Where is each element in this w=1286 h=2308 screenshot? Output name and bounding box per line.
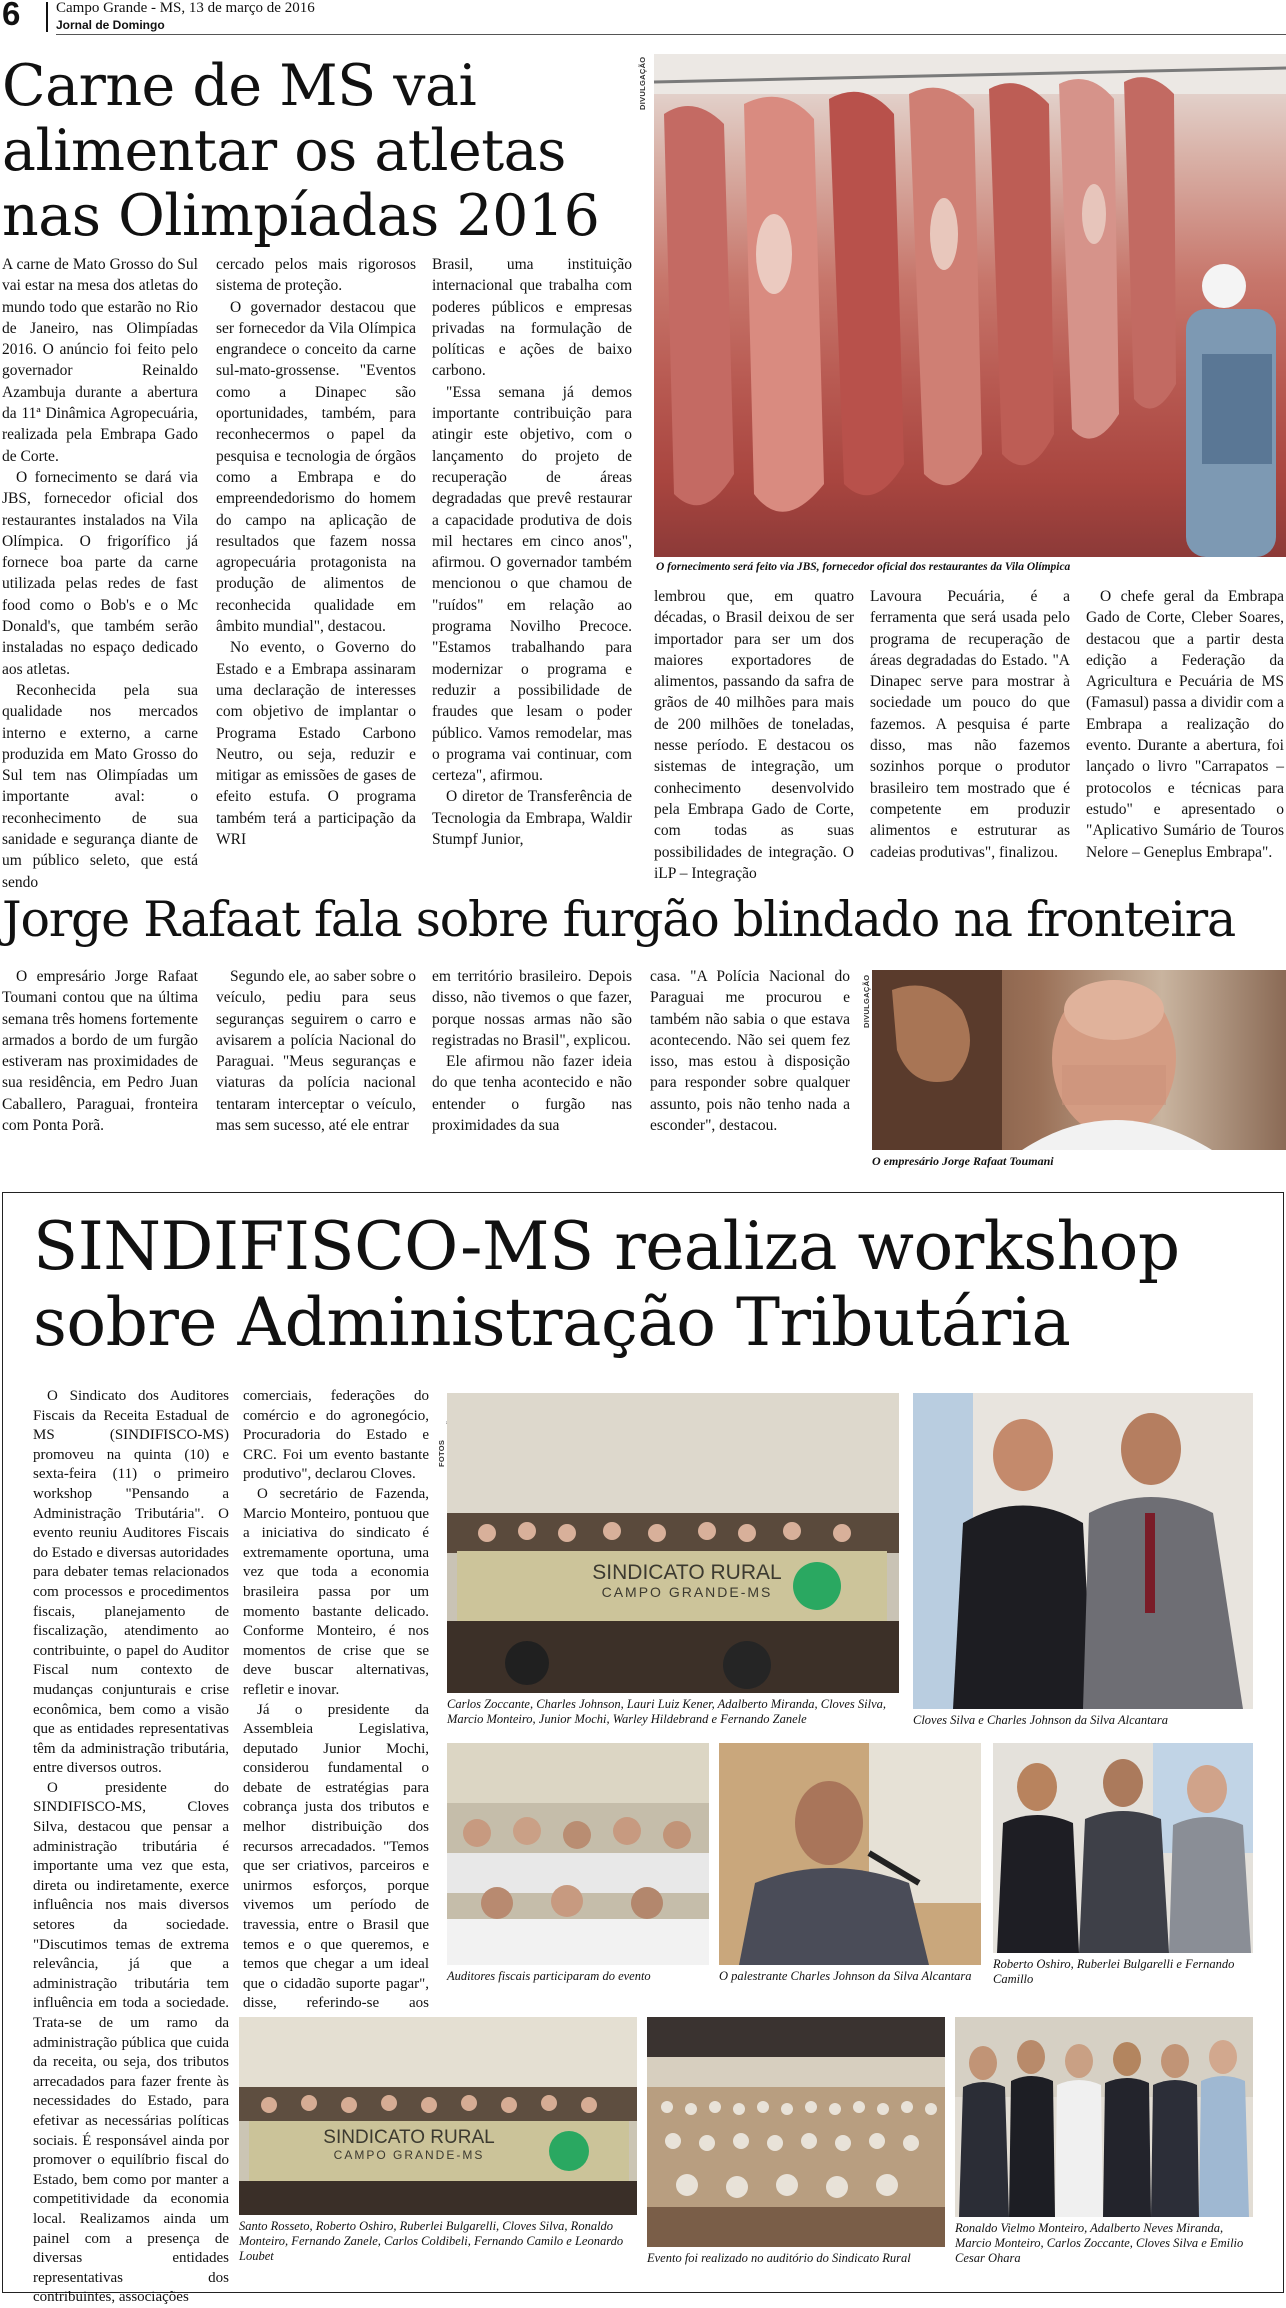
auditorium-illustration <box>647 2017 945 2247</box>
photo-caption-8: Ronaldo Vielmo Monteiro, Adalberto Neves Miranda, Marcio Monteiro, Carlos Zoccante, Cloves Silva e Emilio Cesar Ohara <box>955 2221 1244 2265</box>
paragraph: A carne de Mato Grosso do Sul vai estar na mesa dos atletas do mundo todo que estarão no Rio de Janeiro, nas Olimpíadas 2016. O anúncio foi feito pelo governador Reinaldo Azambuja durante a abertura da 11ª Dinâmica Agropecuária, realizada pela Embrapa Gado de Corte. <box>2 256 198 465</box>
article-meat-olympics <box>0 40 1286 891</box>
paragraph: O secretário de Fazenda, Marcio Monteiro, pontuou que a iniciativa do sindicato é extremamente oportuna, uma vez que toda a economia brasileira passa por um momento bastante delicado. Conforme Monteiro, é nos momentos de crise que se deve buscar alternativas, refletir e inovar. <box>243 1485 429 1698</box>
group-illustration <box>955 2017 1253 2217</box>
rafaat-portrait-photo <box>872 970 1286 1150</box>
article1-column-1 <box>2 254 198 891</box>
photo-caption-3: Auditores fiscais participaram do evento <box>447 1969 651 1983</box>
panel-table-photo <box>447 1393 899 1693</box>
photo-credit: DIVULGAÇÃO <box>862 974 871 1028</box>
speaker-photo <box>719 1743 981 1965</box>
banner-line: SINDICATO RURAL <box>592 1561 782 1584</box>
headline-meat-olympics: Carne de MS vai alimentar os atletas nas Olimpíadas 2016 <box>2 53 600 249</box>
article2-column-2 <box>216 966 416 1174</box>
section-name: Jornal de Domingo <box>56 18 165 32</box>
article2-column-4 <box>650 966 850 1174</box>
paragraph: cercado pelos mais rigorosos sistema de proteção. <box>216 256 416 295</box>
banner-line: CAMPO GRANDE-MS <box>333 2148 485 2162</box>
three-men-photo <box>993 1743 1253 1953</box>
meat-carcasses-photo <box>654 54 1286 557</box>
headline-rafaat: Jorge Rafaat fala sobre furgão blindado na fronteira <box>2 891 1236 948</box>
headline-line: sobre Administração Tributária <box>33 1284 1071 1361</box>
paragraph: Lavoura Pecuária, é a ferramenta que será usada pelo programa de recuperação de áreas degradadas do Estado. "A Dinapec serve para mostrar à sociedade um pouco do que fazemos. A pesquisa é parte disso, mas não fazemos sozinhos porque o produtor brasileiro tem mostrado que é competente em produzir alimentos e estruturar as cadeias produtivas", finalizou. <box>870 588 1070 861</box>
banner-text <box>299 2127 519 2162</box>
photo-caption-1: Carlos Zoccante, Charles Johnson, Lauri Luiz Kener, Adalberto Miranda, Cloves Silva, Marcio Monteiro, Junior Mochi, Warley Hildebrand e Fernando Zanele <box>447 1697 887 1726</box>
banner-line: SINDICATO RURAL <box>323 2127 495 2148</box>
audience-illustration <box>447 1743 709 1965</box>
auditorium-photo <box>647 2017 945 2247</box>
paragraph: O governador destacou que ser fornecedor da Vila Olímpica engrandece o conceito da carne sul-mato-grossense. "Eventos como a Dinapec são oportunidades, também, para reconhecermos o papel da pesquisa e tecnologia de órgãos como a Embrapa e do empreendedorismo do homem do campo na aplicação de resultados que fazem nossa agropecuária protagonista na produção de alimentos de reconhecida qualidade em âmbito mundial", destacou. <box>216 298 416 636</box>
photo-caption-4: O palestrante Charles Johnson da Silva Alcantara <box>719 1969 972 1983</box>
article-sindifisco-box <box>2 1192 1284 2306</box>
paragraph: Reconhecida pela sua qualidade nos mercados interno e externo, a carne produzida em Mato Grosso do Sul tem nas Olimpíadas um importante aval: o reconhecimento de sua sanidade e segurança diante de um público seleto, que está sendo <box>2 681 198 891</box>
article2-column-1 <box>2 966 198 1174</box>
photo-caption-7: Evento foi realizado no auditório do Sindicato Rural <box>647 2251 911 2265</box>
article2-column-3 <box>432 966 632 1174</box>
location-date: Campo Grande - MS, 13 de março de 2016 <box>56 0 315 16</box>
header-rule <box>56 34 1286 35</box>
page-header <box>0 0 1286 36</box>
paragraph: No evento, o Governo do Estado e a Embrapa assinaram uma declaração de interesses com objetivo de implantar o Programa Estado Carbono Neutro, ou seja, reduzir e mitigar as emissões de gases de efeito estufa. O programa também terá a participação da WRI <box>216 639 416 849</box>
photo-caption-meat: O fornecimento será feito via JBS, fornecedor oficial dos restaurantes da Vila Olímpica <box>656 561 1071 573</box>
paragraph: Ele afirmou não fazer ideia do que tenha acontecido e não entender o furgão nas proximidades da sua <box>432 1053 632 1135</box>
headline-sindifisco <box>33 1209 1273 1361</box>
header-divider <box>46 2 48 32</box>
paragraph: O Sindicato dos Auditores Fiscais da Receita Estadual de MS (SINDIFISCO-MS) promoveu na quinta (10) e sexta-feira (11) o primeiro workshop "Pensando a Administração Tributária". O evento reuniu Auditores Fiscais do Estado e diversas autoridades para debater temas relacionados com processos e procedimentos fiscais, planejamento de fiscalização, atendimento ao contribuinte, o papel do Auditor Fiscal num contexto de mudanças conjunturais e crise econômica, bem como a visão que as entidades representativas têm da administração tributária, entre diversos outros. <box>33 1388 229 1777</box>
paragraph: O presidente do SINDIFISCO-MS, Cloves Silva, destacou que pensar a administração tributária é importante uma vez que esta, direta ou indiretamente, exerce influência nos mais diversos setores da sociedade. "Discutimos temas de extrema relevância, já que a administração tributária tem influência em toda a sociedade. Trata-se de um ramo da administração pública que cuida da receita, ou seja, dos tributos arrecadados para fazer frente às necessidades do Estado, para efetivar as necessárias políticas sociais. É responsável ainda por promover o equilíbrio fiscal do Estado, bem como por manter a competitividade da economia local. Realizamos ainda um painel com a presença de diversas entidades representativas dos contribuintes, associações <box>33 1779 229 2306</box>
three-men-illustration <box>993 1743 1253 1953</box>
panel-wide-illustration <box>239 2017 637 2215</box>
carcasses-illustration <box>654 54 1286 557</box>
audience-photo <box>447 1743 709 1965</box>
paragraph: Já o presidente da Assembleia Legislativa, deputado Junior Mochi, considerou fundamental o debate de estratégias para cobrança justa dos tributos e melhor distribuição dos recursos arrecadados. "Temos que ser criativos, parceiros e unirmos esforços, porque vivemos um período de travessia, entre o Brasil que temos e o que queremos, e temos que chegar a um ideal que o cidadão suporte pagar", disse, referindo-se aos <box>243 1701 429 2012</box>
article-rafaat <box>0 886 1286 1176</box>
two-men-illustration <box>913 1393 1253 1709</box>
photo-credit: DIVULGAÇÃO <box>638 56 647 110</box>
paragraph: O empresário Jorge Rafaat Toumani contou que na última semana três homens fortemente armados a bordo de um furgão estiveram nas proximidades de sua residência, em Pedro Juan Caballero, Paraguai, fronteira com Ponta Porã. <box>2 968 198 1135</box>
paragraph: em território brasileiro. Depois disso, não tivemos o que fazer, porque nossas armas não são registradas no Brasil", explicou. <box>432 968 632 1049</box>
paragraph: casa. "A Polícia Nacional do Paraguai me procurou e também não sabia o que estava acontecendo. Não sei quem fez isso, mas estou à disposição para responder sobre qualquer assunto, pois não tenho nada a esconder", destacou. <box>650 968 850 1135</box>
paragraph: O fornecimento se dará via JBS, fornecedor oficial dos restaurantes instalados na Vila Olímpica. O frigorífico já fornece boa parte da carne utilizada pelas redes de fast food como o Bob's e o Mc Donald's, que também serão instaladas no espaço dedicado aos atletas. <box>2 468 198 678</box>
page-number: 6 <box>2 0 21 32</box>
panel-wide-photo <box>239 2017 637 2215</box>
article1-column-2 <box>216 254 416 868</box>
group-photo <box>955 2017 1253 2217</box>
article1-column-3 <box>432 254 632 868</box>
paragraph: lembrou que, em quatro décadas, o Brasil deixou de ser importador para ser um dos maiores exportadores de alimentos, passando da safra de grãos de 40 milhões para mais de 200 milhões de toneladas, nesse período. E destacou os sistemas de integração, um conhecimento desenvolvido pela Embrapa Gado de Corte, com todas as suas possibilidades de integração. O iLP – Integração <box>654 588 854 882</box>
panel-illustration <box>447 1393 899 1693</box>
paragraph: O chefe geral da Embrapa Gado de Corte, Cleber Soares, destacou que a partir desta edição a Federação da Agricultura e Pecuária de MS (Famasul) passa a dividir com a Embrapa a realização do evento. Durante a abertura, foi lançado o livro "Carrapatos – protocolos e técnicas para estudo" e apresentado o "Aplicativo Sumário de Touros Nelore – Geneplus Embrapa". <box>1086 588 1284 861</box>
article3-column-1 <box>33 1387 229 2306</box>
portrait-illustration <box>872 970 1286 1150</box>
paragraph: "Essa semana já demos importante contribuição para atingir este objetivo, com o lançamento do projeto de recuperação de áreas degradadas que prevê restaurar a capacidade produtiva de dois mil hectares em cinco anos", afirmou. O governador também mencionou o que chamou de "ruídos" em relação ao programa Novilho Precoce. "Estamos trabalhando para modernizar o programa e reduzir a possibilidade de fraudes que lesam o poder público. Vamos remodelar, mas o programa vai continuar, com certeza", afirmou. <box>432 383 632 785</box>
paragraph: Brasil, uma instituição internacional que trabalha com poderes públicos e empresas privadas na formulação de políticas e ações de baixo carbono. <box>432 256 632 380</box>
article1-column-6 <box>1086 586 1284 868</box>
banner-line: CAMPO GRANDE-MS <box>601 1584 773 1600</box>
headline-line: SINDIFISCO-MS realiza workshop <box>33 1208 1180 1285</box>
banner-text <box>577 1561 797 1600</box>
article1-column-5 <box>870 586 1070 868</box>
two-men-photo <box>913 1393 1253 1709</box>
photo-caption-6: Santo Rosseto, Roberto Oshiro, Ruberlei Bulgarelli, Cloves Silva, Ronaldo Monteiro, Fernando Zanele, Carlos Coldibeli, Fernando Camilo e Leonardo Loubet <box>239 2219 624 2263</box>
photo-caption-rafaat: O empresário Jorge Rafaat Toumani <box>872 1154 1054 1168</box>
paragraph: comerciais, federações do comércio e do agronegócio, Procuradoria do Estado e CRC. Foi um evento bastante produtivo", declarou Cloves. <box>243 1388 429 1483</box>
photo-caption-5: Roberto Oshiro, Ruberlei Bulgarelli e Fernando Camillo <box>993 1957 1235 1986</box>
speaker-illustration <box>719 1743 981 1965</box>
paragraph: Segundo ele, ao saber sobre o veículo, pediu para seus seguranças seguirem o carro e avisarem a polícia Nacional do Paraguai. "Meus seguranças e viaturas da polícia nacional tentaram interceptar o veículo, mas sem sucesso, até ele entrar <box>216 968 416 1135</box>
photo-credit: FOTOS <box>437 1439 446 1467</box>
paragraph: O diretor de Transferência de Tecnologia da Embrapa, Waldir Stumpf Junior, <box>432 788 632 849</box>
photo-caption-2: Cloves Silva e Charles Johnson da Silva Alcantara <box>913 1713 1168 1727</box>
article1-column-4 <box>654 586 854 882</box>
